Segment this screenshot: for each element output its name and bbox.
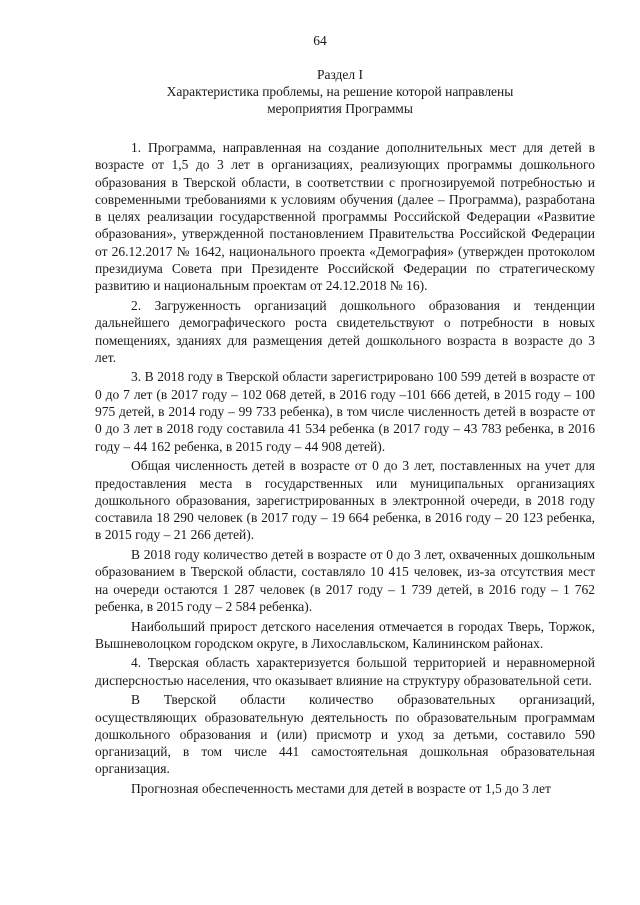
paragraph-2: 2. Загруженность организаций дошкольного образования и тенденции дальнейшего демографического роста свидетельствуют о потребности в новых помещениях, зданиях для размещения детей дошкольного возраста в возрасте до 3 лет. [95,297,595,365]
paragraph-6: Наибольший прирост детского населения отмечается в городах Тверь, Торжок, Вышневолоцком городском округе, в Лихославльском, Калининском районах. [95,618,595,651]
page-number: 64 [313,33,327,48]
paragraph-3: 3. В 2018 году в Тверской области зарегистрировано 100 599 детей в возрасте от 0 до 7 лет (в 2017 году – 102 068 детей, в 2016 году –101 666 детей, в 2015 году – 100 975 детей, в 2014 году – 99 733 ребенка), в том числе численность детей в возрасте от 0 до 3 лет в 2018 году составила 41 534 ребенка (в 2017 году – 43 783 ребенка, в 2016 году – 44 162 ребенка, в 2015 году – 44 908 детей). [95,369,595,454]
section-title-line-1: Характеристика проблемы, на решение которой направлены [166,84,514,99]
paragraph-4: Общая численность детей в возрасте от 0 до 3 лет, поставленных на учет для предоставления места в государственных или муниципальных организациях дошкольного образования, зарегистрированных в электронной очереди, в 2018 году составила 18 290 человек (в 2017 году – 19 664 ребенка, в 2016 году – 20 123 ребенка, в 2015 году – 21 266 детей). [95,458,595,543]
section-title-line-2: мероприятия Программы [267,101,413,116]
paragraph-8: В Тверской области количество образовательных организаций, осуществляющих образовательную деятельность по образовательным программам дошкольного образования и (или) присмотр и уход за детьми, составило 590 организаций, в том числе 441 самостоятельная дошкольная образовательная организация. [95,692,595,777]
paragraph-9: Прогнозная обеспеченность местами для детей в возрасте от 1,5 до 3 лет [131,781,551,797]
paragraph-7: 4. Тверская область характеризуется большой территорией и неравномерной дисперсностью населения, что оказывает влияние на структуру образовательной сети. [95,655,595,688]
section-label: Раздел I [316,67,364,82]
paragraph-1: 1. Программа, направленная на создание дополнительных мест для детей в возрасте от 1,5 до 3 лет в организациях, реализующих программы дошкольного образования в Тверской области, в соответствии с прогнозируемой потребностью и современными требованиями к условиям обучения (далее – Программа), разработана в целях реализации государственной программы Российской Федерации «Развитие образования», утвержденной постановлением Правительства Российской Федерации от 26.12.2017 № 1642, национального проекта «Демография» (утвержден протоколом президиума Совета при Президенте Российской Федерации по стратегическому развитию и национальным проектам от 24.12.2018 № 16). [95,140,595,294]
document-body [95,139,595,800]
paragraph-5: В 2018 году количество детей в возрасте от 0 до 3 лет, охваченных дошкольным образованием в Тверской области, составляло 10 415 человек, из-за отсутствия мест на очереди остаются 1 287 человек (в 2017 году – 1 739 детей, в 2016 году – 1 762 ребенка, в 2015 году – 2 584 ребенка). [95,547,595,614]
section-heading [70,66,610,117]
